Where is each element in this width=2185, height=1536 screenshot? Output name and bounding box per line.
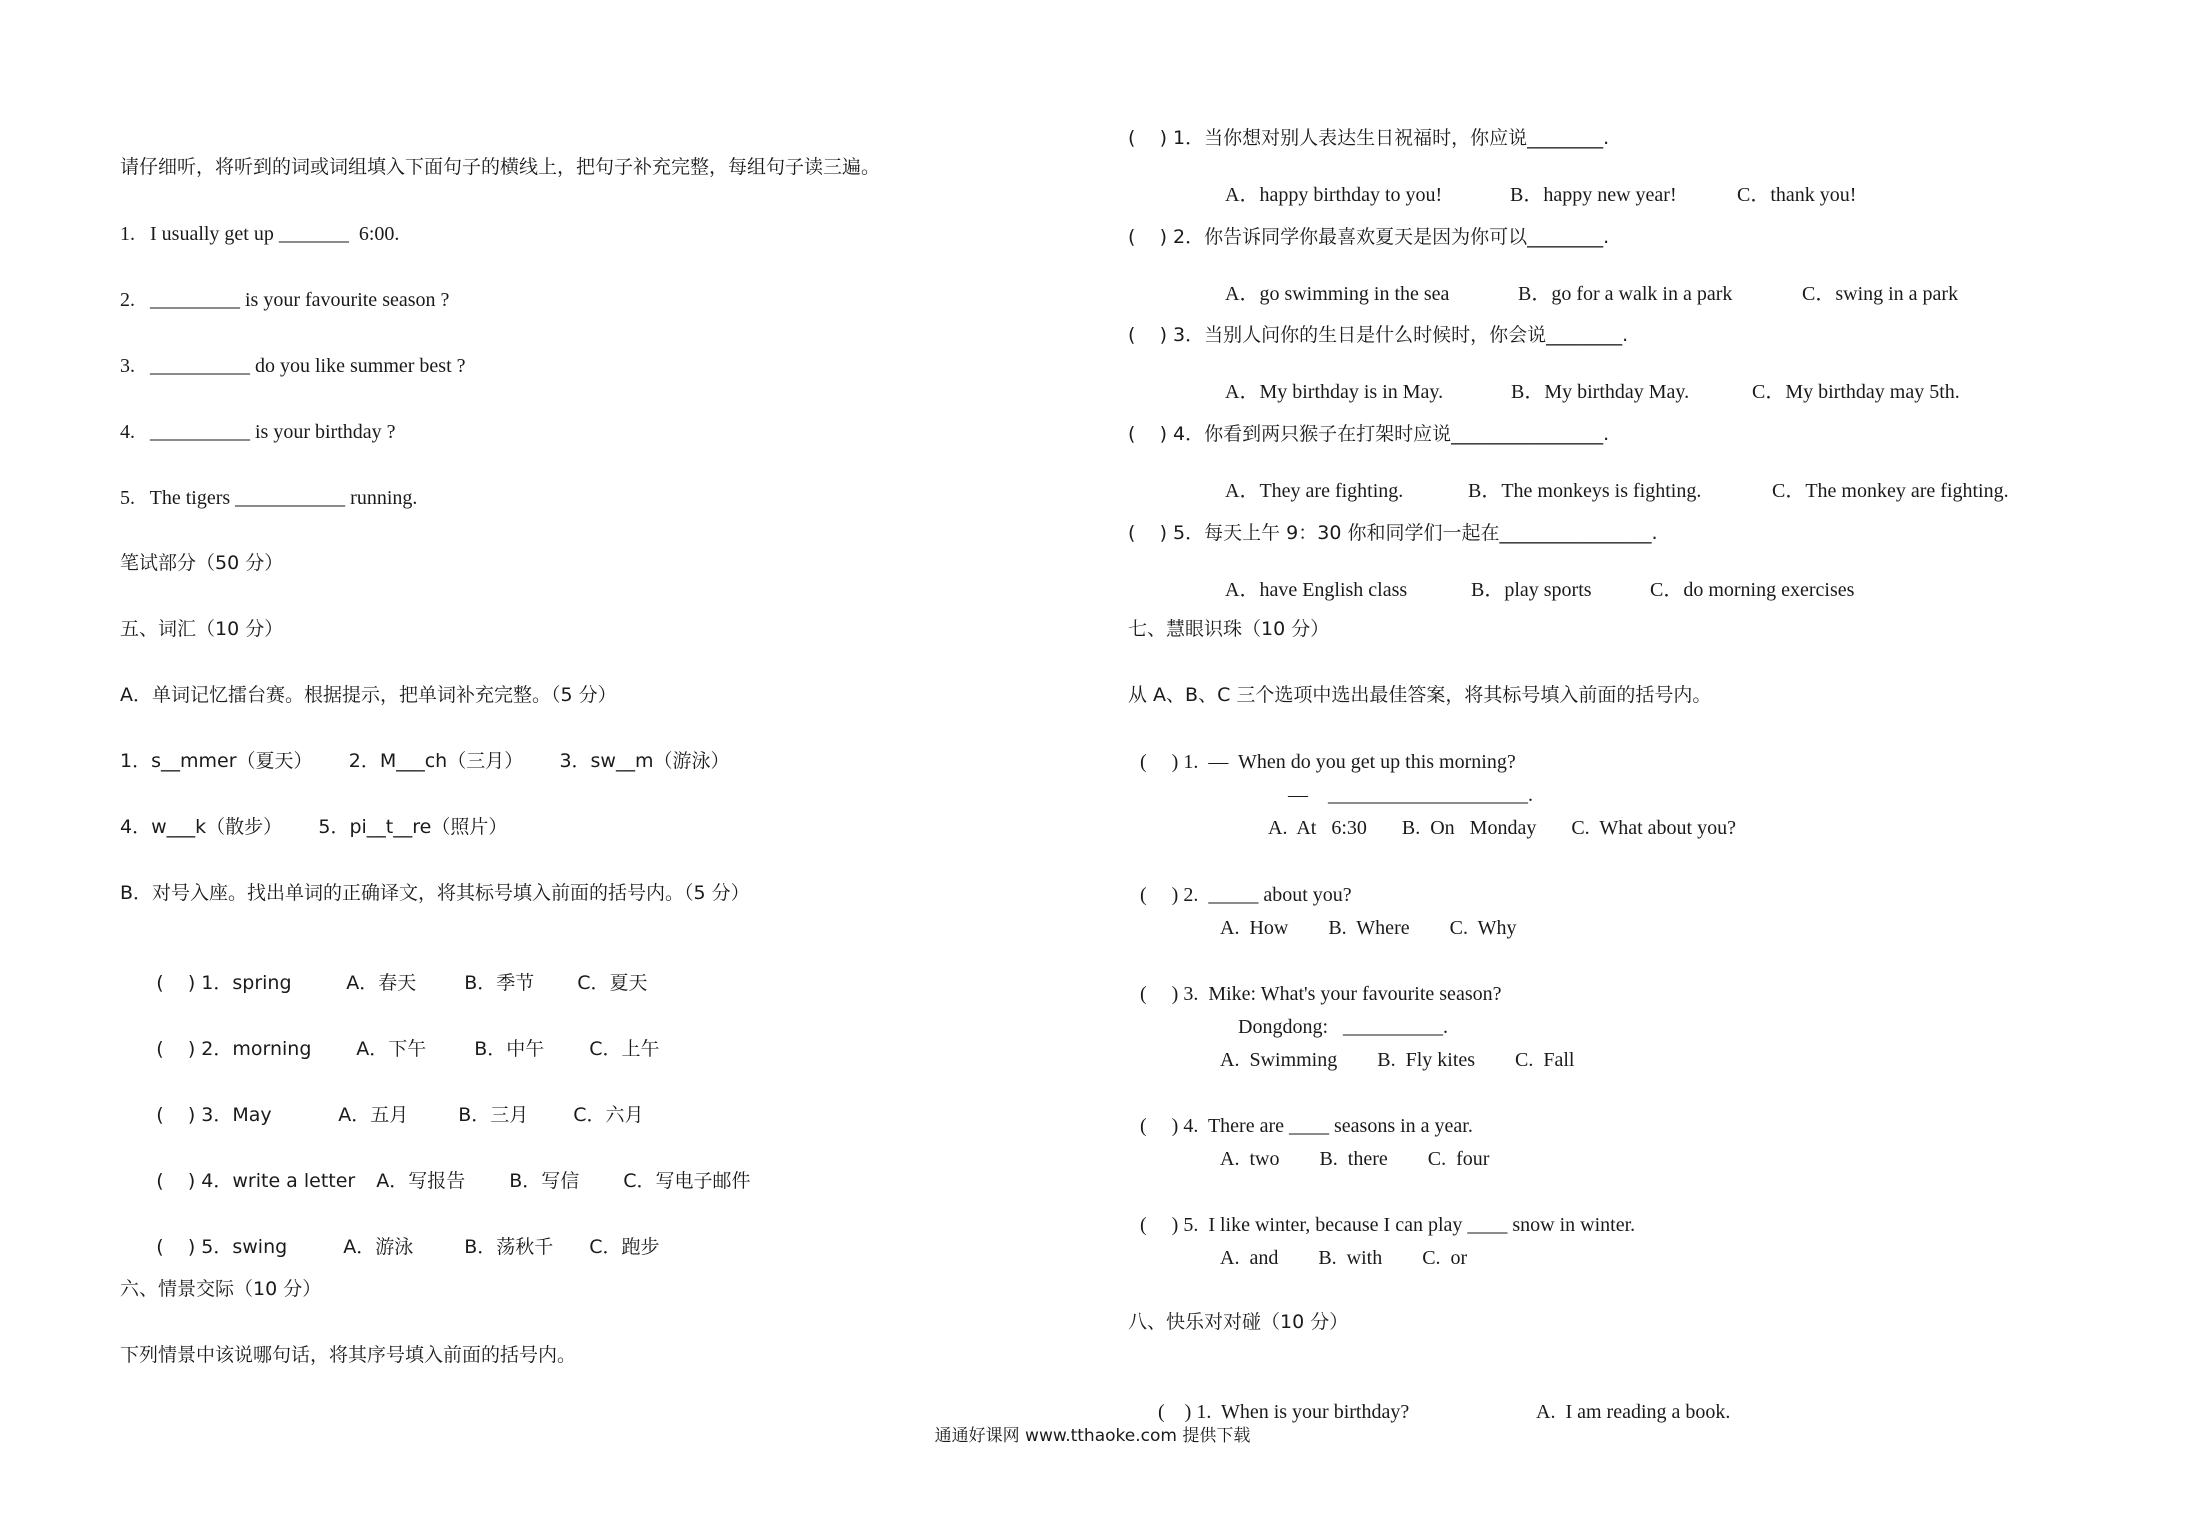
match-item: [120, 947, 648, 1019]
mc-question: ( ) 5. I like winter, because I can play ____ snow in winter.: [1140, 1214, 1636, 1236]
mc-options: A. two B. there C. four: [1220, 1148, 1490, 1170]
option-c: C．上午: [589, 1038, 660, 1060]
option-c: C．写电子邮件: [623, 1170, 751, 1192]
match-item: [120, 1013, 660, 1085]
option-a: A．游泳: [343, 1236, 414, 1258]
option-a: A．My birthday is in May.: [1225, 381, 1444, 403]
section-8-heading: 八、快乐对对碰（10 分）: [1128, 1311, 1349, 1333]
listening-item: 5. The tigers ___________ running.: [120, 487, 418, 509]
option-a: A．五月: [338, 1104, 409, 1126]
mc-options: A. At 6:30 B. On Monday C. What about you?: [1268, 817, 1736, 839]
option-c: C．swing in a park: [1802, 283, 1959, 305]
situation-options: [1195, 159, 1856, 231]
mc-question: ( ) 3. Mike: What's your favourite season?: [1140, 983, 1502, 1005]
option-c: C．thank you!: [1737, 184, 1857, 206]
written-heading: 笔试部分（50 分）: [120, 552, 284, 574]
mc-options: A. Swimming B. Fly kites C. Fall: [1220, 1049, 1575, 1071]
mc-question: ( ) 4. There are ____ seasons in a year.: [1140, 1115, 1473, 1137]
match-question: ( ) 1．spring: [156, 972, 292, 994]
section-5-heading: 五、词汇（10 分）: [120, 618, 284, 640]
option-c: C．do morning exercises: [1650, 579, 1855, 601]
listening-instruction: 请仔细听，将听到的词或词组填入下面句子的横线上，把句子补充完整，每组句子读三遍。: [120, 156, 881, 178]
situation-options: [1195, 258, 1958, 330]
situation-options: [1195, 554, 1854, 626]
listening-item: 3. __________ do you like summer best ?: [120, 355, 466, 377]
option-c: C．My birthday may 5th.: [1752, 381, 1960, 403]
option-a: A．have English class: [1225, 579, 1408, 601]
option-b: B．荡秋千: [464, 1236, 554, 1258]
option-b: B．The monkeys is fighting.: [1468, 480, 1702, 502]
listening-item: 1. I usually get up _______ 6:00.: [120, 223, 400, 245]
situation-question: ( ) 3．当别人问你的生日是什么时候时，你会说________.: [1128, 324, 1629, 346]
option-b: B．go for a walk in a park: [1518, 283, 1733, 305]
option-a: A．go swimming in the sea: [1225, 283, 1450, 305]
option-b: B．play sports: [1471, 579, 1592, 601]
option-b: B．写信: [509, 1170, 580, 1192]
mc-reply: Dongdong: __________.: [1238, 1016, 1448, 1038]
section-7-heading: 七、慧眼识珠（10 分）: [1128, 618, 1330, 640]
listening-item: 2. _________ is your favourite season ?: [120, 289, 450, 311]
situation-options: [1195, 455, 2009, 527]
situation-question: ( ) 2．你告诉同学你最喜欢夏天是因为你可以________.: [1128, 226, 1610, 248]
option-b: B．My birthday May.: [1511, 381, 1690, 403]
option-a: A．春天: [346, 972, 417, 994]
match-question: ( ) 4．write a letter: [156, 1170, 356, 1192]
situation-options: [1195, 356, 1960, 428]
mc-question: ( ) 2. _____ about you?: [1140, 884, 1352, 906]
section-5a-instruction: A．单词记忆擂台赛。根据提示，把单词补充完整。（5 分）: [120, 684, 617, 706]
option-c: C．The monkey are fighting.: [1772, 480, 2009, 502]
option-b: B．三月: [458, 1104, 529, 1126]
option-c: C．跑步: [589, 1236, 660, 1258]
option-a: A．写报告: [376, 1170, 466, 1192]
mc-reply: — ____________________.: [1288, 784, 1533, 806]
mc-options: A. and B. with C. or: [1220, 1247, 1468, 1269]
match-question: ( ) 2．morning: [156, 1038, 312, 1060]
listening-item: 4. __________ is your birthday ?: [120, 421, 396, 443]
match-answer: A. I am reading a book.: [1536, 1401, 1731, 1423]
match-item: [120, 1211, 660, 1283]
option-c: C．夏天: [577, 972, 648, 994]
section-5a-row: 1．s__mmer（夏天） 2．M___ch（三月） 3．sw__m（游泳）: [120, 750, 730, 772]
match-question: ( ) 3．May: [156, 1104, 272, 1126]
section-6-heading: 六、情景交际（10 分）: [120, 1278, 322, 1300]
situation-question: ( ) 5．每天上午 9：30 你和同学们一起在________________.: [1128, 522, 1658, 544]
mc-options: A. How B. Where C. Why: [1220, 917, 1517, 939]
option-b: B．季节: [464, 972, 535, 994]
match-item: [120, 1079, 644, 1151]
option-a: A．happy birthday to you!: [1225, 184, 1443, 206]
option-b: B．中午: [474, 1038, 545, 1060]
option-a: A．下午: [356, 1038, 427, 1060]
option-b: B．happy new year!: [1510, 184, 1677, 206]
footer-source: 通通好课网 www.tthaoke.com 提供下载: [934, 1426, 1251, 1446]
mc-question: ( ) 1. — When do you get up this morning?: [1140, 751, 1516, 773]
section-7-instruction: 从 A、B、C 三个选项中选出最佳答案，将其标号填入前面的括号内。: [1128, 684, 1712, 706]
match-item: [120, 1145, 751, 1217]
match-question: ( ) 5．swing: [156, 1236, 288, 1258]
match-question: ( ) 1. When is your birthday?: [1158, 1401, 1410, 1423]
section-5a-row: 4．w___k（散步） 5．pi__t__re（照片）: [120, 816, 508, 838]
section-5b-instruction: B．对号入座。找出单词的正确译文，将其标号填入前面的括号内。（5 分）: [120, 882, 750, 904]
situation-question: ( ) 1．当你想对别人表达生日祝福时，你应说________.: [1128, 127, 1610, 149]
situation-question: ( ) 4．你看到两只猴子在打架时应说________________.: [1128, 423, 1610, 445]
option-a: A．They are fighting.: [1225, 480, 1404, 502]
section-6-instruction: 下列情景中该说哪句话，将其序号填入前面的括号内。: [120, 1344, 577, 1366]
option-c: C．六月: [573, 1104, 644, 1126]
